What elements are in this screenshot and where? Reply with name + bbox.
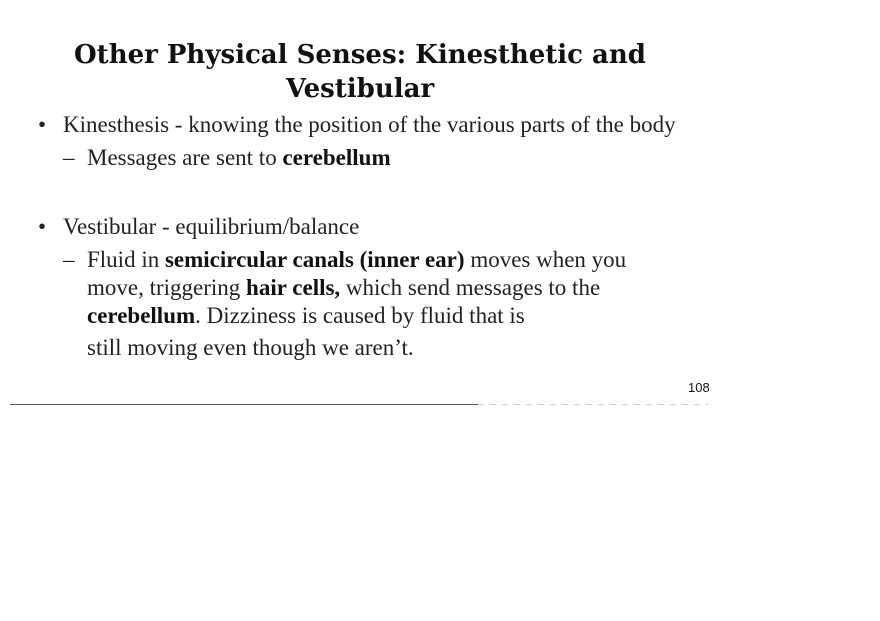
bold-term-semicircular-canals: semicircular canals (inner ear) — [164, 247, 465, 272]
slide-title: Other Physical Senses: Kinesthetic and Vestibular — [74, 40, 646, 104]
page-divider-faint — [478, 404, 708, 405]
bullet-text: Vestibular - equilibrium/balance — [63, 214, 360, 239]
bullet-kinesthesis — [38, 110, 678, 139]
bold-term-cerebellum: cerebellum — [282, 145, 391, 170]
bullet-text: Kinesthesis - knowing the position of the various parts of the body — [63, 112, 676, 137]
bullet-marker: • — [38, 214, 47, 239]
sub-bullet-fluid — [38, 246, 678, 362]
sub-bullet-text: Messages are sent to — [87, 145, 283, 170]
sub-text-part: which send messages to the — [340, 275, 601, 300]
sub-bullet-marker: – — [63, 247, 75, 272]
sub-text-part: Fluid in — [87, 247, 165, 272]
sub-text-part: moves when you move, triggering — [87, 247, 627, 300]
sub-text-part: . Dizziness is caused by fluid that is — [195, 303, 525, 328]
sub-text-last-line: still moving even though we aren’t. — [87, 335, 414, 360]
bold-term-cerebellum: cerebellum — [87, 303, 196, 328]
slide-content — [38, 110, 678, 362]
sub-bullet-cerebellum — [38, 144, 678, 172]
page-number: 108 — [688, 380, 710, 395]
sub-bullet-marker: – — [63, 145, 75, 170]
spacer — [38, 172, 678, 212]
bullet-marker: • — [38, 112, 47, 137]
bullet-vestibular — [38, 212, 678, 241]
bold-term-hair-cells: hair cells, — [246, 275, 341, 300]
page-divider — [10, 404, 478, 405]
